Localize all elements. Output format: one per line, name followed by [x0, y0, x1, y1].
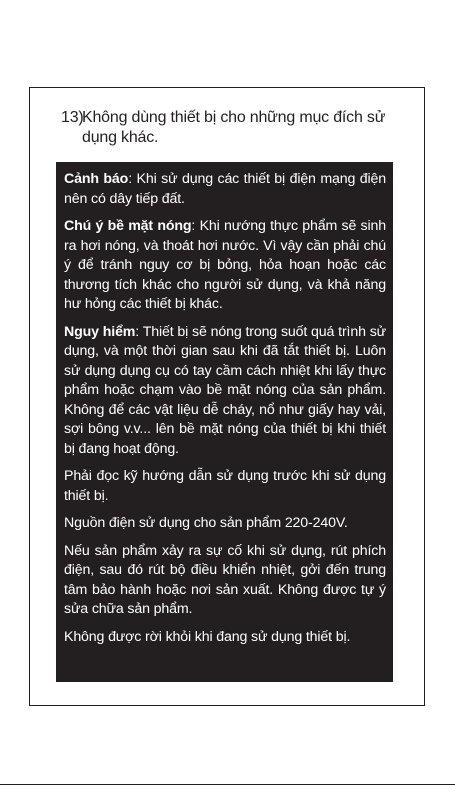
do-not-leave-paragraph [64, 628, 386, 648]
hot-surface-text: : Khi nướng thực phẩm sẽ sinh ra hơi nóng, và thoát hơi nước. Vì vậy cần phải chú ý để tránh nguy cơ bị bỏng, hỏa hoạn hoặc các thương tích khác cho người sử dụng, và khả năng hư hỏng các thiết bị khác. [64, 218, 386, 312]
hot-surface-label: Chú ý bề mặt nóng [64, 218, 192, 234]
hot-surface-paragraph [64, 217, 386, 315]
power-source-text: Nguồn điện sử dụng cho sản phẩm 220-240V. [64, 515, 348, 531]
power-source-paragraph [64, 514, 386, 534]
warning-label: Cảnh báo [64, 171, 129, 187]
warning-paragraph [64, 170, 386, 209]
danger-text: : Thiết bị sẽ nóng trong suốt quá trình sử dụng, và một thời gian sau khi đã tắt thiết bị. Luôn sử dụng dụng cụ có tay cầm cách nhiệt khi lấy thực phẩm hoặc chạm vào bề mặt nóng của sản phẩm. Không để các vật liệu dễ cháy, nổ như giấy hay vải, sợi bông v.v... lên bề mặt nóng của thiết bị khi thiết bị đang hoạt động. [64, 323, 386, 457]
safety-warning-box [56, 162, 393, 682]
item-number: 13) [61, 109, 84, 126]
do-not-leave-text: Không được rời khỏi khi đang sử dụng thiết bị. [64, 628, 351, 645]
danger-paragraph [64, 323, 386, 460]
malfunction-text: Nếu sản phẩm xảy ra sự cố khi sử dụng, rút phích điện, sau đó rút bộ điều khiển nhiệt, gởi đến trung tâm bảo hành hoặc nơi sản xuất. Không được tự ý sửa chữa sản phẩm. [64, 542, 386, 617]
item-text: Không dùng thiết bị cho những mục đích sử dụng khác. [82, 109, 386, 146]
page-divider [0, 784, 455, 785]
read-manual-paragraph [64, 467, 386, 506]
read-manual-text: Phải đọc kỹ hướng dẫn sử dụng trước khi sử dụng thiết bị. [64, 468, 386, 504]
warning-text: : Khi sử dụng các thiết bị điện mạng điện nên có dây tiếp đất. [64, 171, 387, 207]
list-item-13 [61, 108, 401, 148]
malfunction-paragraph [64, 542, 386, 620]
danger-label: Nguy hiểm [64, 323, 136, 340]
